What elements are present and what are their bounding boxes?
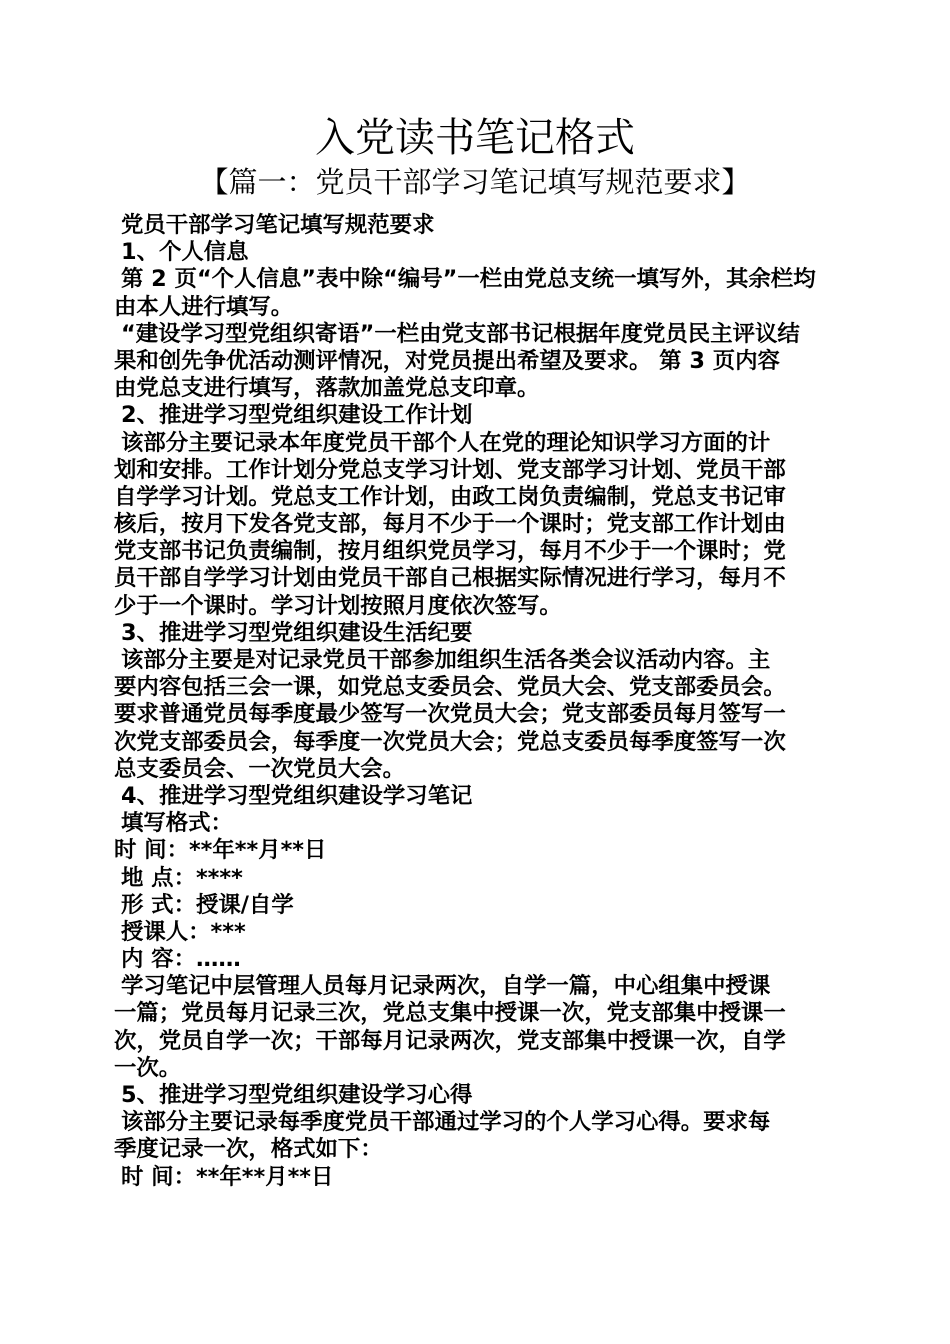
section-heading: 党员干部学习笔记填写规范要求: [121, 212, 435, 238]
paragraph-line: 该部分主要是对记录党员干部参加组织生活各类会议活动内容。主: [121, 647, 771, 673]
paragraph-line: 季度记录一次，格式如下：: [114, 1136, 383, 1163]
section-heading-5: 5、推进学习型党组织建设学习心得: [121, 1082, 473, 1108]
paragraph-line: 要求普通党员每季度最少签写一次党员大会；党支部委员每月签写一: [114, 701, 786, 728]
paragraph-line: 学习笔记中层管理人员每月记录两次，自学一篇，中心组集中授课: [121, 973, 771, 1000]
paragraph-line: “建设学习型党组织寄语”一栏由党支部书记根据年度党员民主评议结: [121, 320, 800, 347]
section-heading-2: 2、推进学习型党组织建设工作计划: [121, 402, 473, 429]
paragraph-line: 该部分主要记录本年度党员干部个人在党的理论知识学习方面的计: [121, 429, 771, 456]
section-heading-1: 1、个人信息: [121, 239, 249, 266]
paragraph-line: 自学学习计划。党总支工作计划，由政工岗负责编制，党总支书记审: [114, 483, 786, 510]
format-field-lecturer: 授课人：***: [121, 918, 246, 945]
paragraph-line: 总支委员会、一次党员大会。: [114, 755, 406, 782]
paragraph-line: 党支部书记负责编制，按月组织党员学习，每月不少于一个课时；党: [114, 538, 786, 565]
document-body: [114, 212, 842, 1191]
paragraph-line: 次党支部委员会，每季度一次党员大会；党总支委员每季度签写一次: [114, 728, 786, 755]
paragraph-line: 少于一个课时。学习计划按照月度依次签写。: [114, 592, 562, 619]
paragraph-line: 一次。: [114, 1054, 182, 1081]
section-heading-4: 4、推进学习型党组织建设学习笔记: [121, 782, 473, 809]
format-field-time: 时 间：**年**月**日: [121, 1163, 334, 1190]
paragraph-line: 划和安排。工作计划分党总支学习计划、党支部学习计划、党员干部: [114, 456, 786, 483]
document-subtitle: 【篇一：党员干部学习笔记填写规范要求】: [199, 165, 751, 199]
paragraph-line: 由党总支进行填写，落款加盖党总支印章。: [114, 375, 540, 402]
paragraph-line: 由本人进行填写。: [114, 293, 294, 320]
format-field-content: 内 容：……: [121, 946, 241, 973]
format-label: 填写格式：: [121, 810, 233, 837]
paragraph-line: 要内容包括三会一课，如党总支委员会、党员大会、党支部委员会。: [114, 674, 786, 701]
document-title: 入党读书笔记格式: [315, 115, 635, 161]
paragraph-line: 一篇；党员每月记录三次，党总支集中授课一次，党支部集中授课一: [114, 1000, 786, 1027]
format-field-form: 形 式：授课/自学: [121, 891, 294, 918]
section-heading-3: 3、推进学习型党组织建设生活纪要: [121, 619, 473, 646]
paragraph-line: 员干部自学学习计划由党员干部自己根据实际情况进行学习，每月不: [114, 565, 786, 592]
format-field-place: 地 点：****: [121, 864, 243, 891]
paragraph-line: 该部分主要记录每季度党员干部通过学习的个人学习心得。要求每: [121, 1109, 771, 1136]
paragraph-line: 次，党员自学一次；干部每月记录两次，党支部集中授课一次，自学: [114, 1027, 786, 1054]
paragraph-line: 核后，按月下发各党支部，每月不少于一个课时；党支部工作计划由: [114, 511, 786, 538]
format-field-time: 时 间：**年**月**日: [114, 837, 327, 864]
paragraph-line: 果和创先争优活动测评情况，对党员提出希望及要求。 第 3 页内容: [114, 347, 780, 374]
paragraph-line: 第 2 页“个人信息”表中除“编号”一栏由党总支统一填写外，其余栏均: [121, 266, 816, 293]
